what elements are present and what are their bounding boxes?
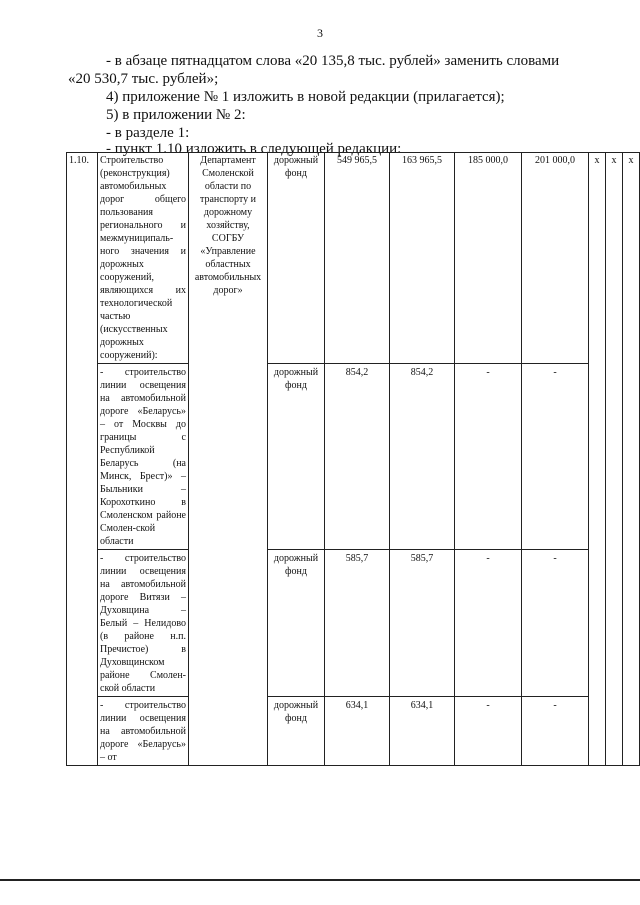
paragraph-item-1-10: - пункт 1.10 изложить в следующей редакции: (106, 141, 402, 157)
sub-funding-source: дорожный фонд (268, 550, 325, 697)
sub-year3-amount: - (522, 550, 589, 697)
responsible-dept: Департамент Смоленской области по транспорту и дорожному хозяйству, СОГБУ «Управление областных автомобильных дорог» (189, 153, 268, 766)
paragraph-amend-line1: - в абзаце пятнадцатом слова «20 135,8 тыс. рублей» заменить словами (106, 53, 560, 69)
year3-amount: 201 000,0 (522, 153, 589, 364)
paragraph-appendix-1: 4) приложение № 1 изложить в новой редакции (прилагается); (106, 89, 505, 105)
sub-measure-name: - строительство линии освещения на автомобильной дороге Витязи – Духовщина – Белый – Нелидово (в районе н.п. Пречистое) в Духовщинском районе Смолен-ской области (98, 550, 189, 697)
indicator-x2: x (606, 153, 623, 766)
measure-name: Строительство (реконструкция) автомобильных дорог общего пользования регионального и межмуниципаль-ного значения и дорожных сооружений, являющихся их технологической частью (искусственных дорожных сооружений): (98, 153, 189, 364)
sub-total-amount: 634,1 (325, 697, 390, 766)
sub-year1-amount: 634,1 (390, 697, 455, 766)
sub-funding-source: дорожный фонд (268, 697, 325, 766)
funding-source: дорожный фонд (268, 153, 325, 364)
paragraph-amend-line2: «20 530,7 тыс. рублей»; (68, 71, 219, 87)
total-amount: 549 965,5 (325, 153, 390, 364)
table-row-sub (67, 364, 640, 550)
sub-year3-amount: - (522, 697, 589, 766)
year2-amount: 185 000,0 (455, 153, 522, 364)
sub-year1-amount: 854,2 (390, 364, 455, 550)
indicator-x1: x (589, 153, 606, 766)
sub-year2-amount: - (455, 364, 522, 550)
sub-year2-amount: - (455, 550, 522, 697)
page-number: 3 (317, 26, 323, 40)
sub-total-amount: 854,2 (325, 364, 390, 550)
table-row-sub (67, 697, 640, 766)
sub-year2-amount: - (455, 697, 522, 766)
sub-funding-source: дорожный фонд (268, 364, 325, 550)
table-row-sub (67, 550, 640, 697)
paragraph-appendix-2: 5) в приложении № 2: (106, 107, 246, 123)
sub-total-amount: 585,7 (325, 550, 390, 697)
sub-year3-amount: - (522, 364, 589, 550)
sub-year1-amount: 585,7 (390, 550, 455, 697)
row-number: 1.10. (67, 153, 98, 766)
sub-measure-name: - строительство линии освещения на автомобильной дороге «Беларусь» – от (98, 697, 189, 766)
indicator-x3: x (623, 153, 640, 766)
bottom-rule (0, 879, 640, 881)
paragraph-section-1: - в разделе 1: (106, 125, 190, 141)
table-row-main (67, 153, 640, 364)
program-table (66, 152, 640, 766)
sub-measure-name: - строительство линии освещения на автомобильной дороге «Беларусь» – от Москвы до границы с Республикой Беларусь (на Минск, Брест)» – Быльники – Корохоткино в Смоленском районе Смолен-ской области (98, 364, 189, 550)
year1-amount: 163 965,5 (390, 153, 455, 364)
